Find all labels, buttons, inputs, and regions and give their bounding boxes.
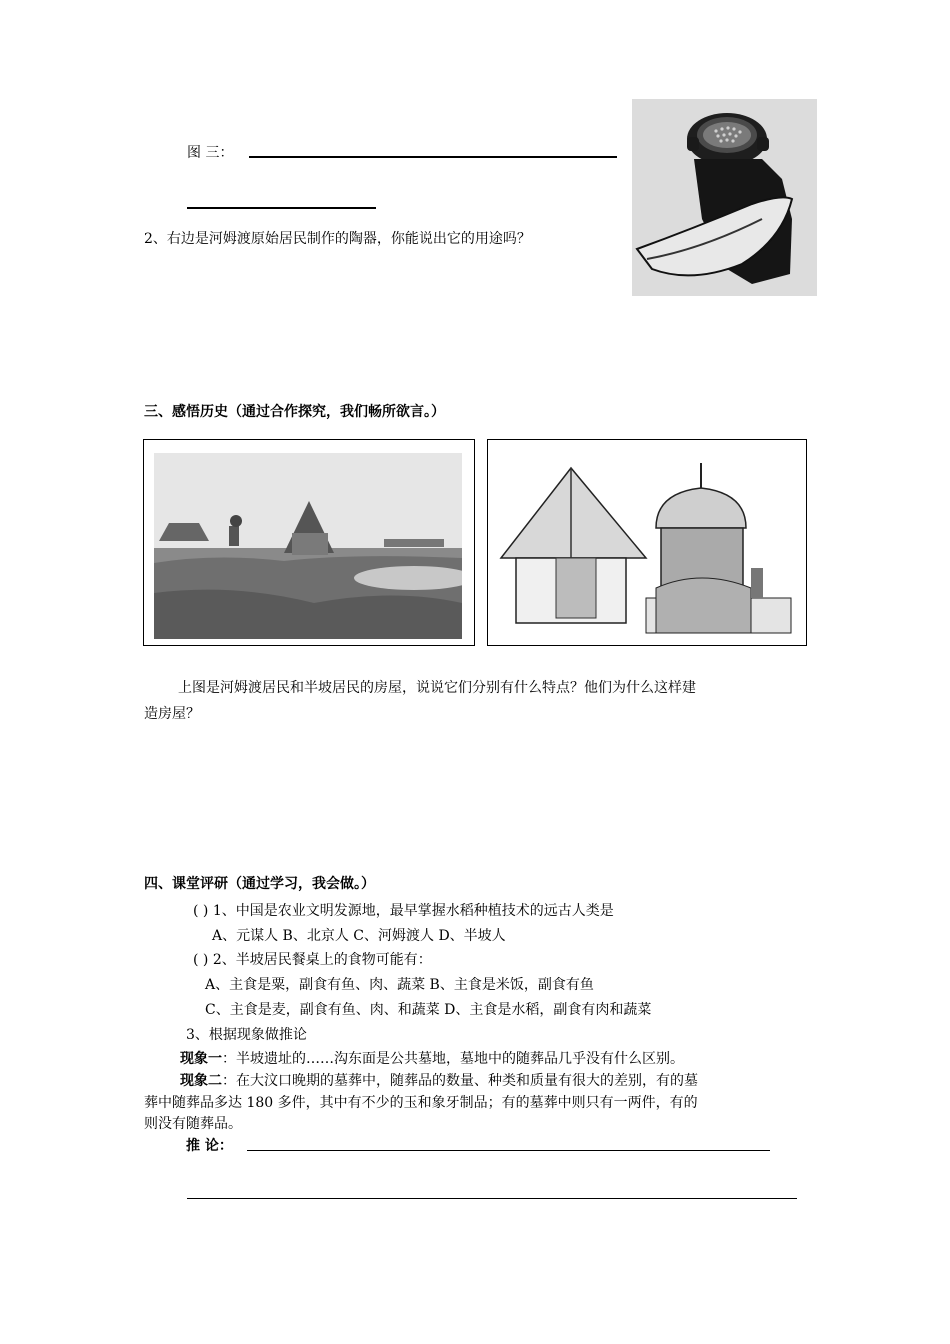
hemudu-house-frame <box>143 439 475 646</box>
phenomenon-1-label: 现象一 <box>180 1051 222 1067</box>
question-4-2: ( ) 2、半坡居民餐桌上的食物可能有： <box>193 952 432 968</box>
phenomenon-1-text: ：半坡遗址的……沟东面是公共墓地，墓地中的随葬品几乎没有什么区别。 <box>222 1051 684 1067</box>
inference-label: 推 论： <box>186 1138 233 1154</box>
phenomenon-2-line-3: 则没有随葬品。 <box>144 1116 242 1132</box>
fig3-answer-line-2 <box>187 207 376 209</box>
section-3-question-line-2: 造房屋？ <box>144 706 200 722</box>
phenomenon-2-line-2: 葬中随葬品多达 180 多件，其中有不少的玉和象牙制品；有的墓葬中则只有一两件，有的 <box>144 1095 698 1111</box>
section-4-heading: 四、课堂评研（通过学习，我会做。） <box>144 876 375 892</box>
inference-answer-line-2 <box>187 1198 797 1199</box>
pottery-image <box>632 99 817 296</box>
phenomenon-2-text: ：在大汶口晚期的墓葬中，随葬品的数量、种类和质量有很大的差别，有的墓 <box>222 1073 698 1089</box>
hemudu-house-photo <box>154 453 462 639</box>
phenomenon-2 <box>180 1072 698 1090</box>
question-4-1-options: A、元谋人 B、北京人 C、河姆渡人 D、半坡人 <box>212 928 506 944</box>
question-4-1: ( ) 1、中国是农业文明发源地，最早掌握水稻种植技术的远古人类是 <box>193 903 614 919</box>
section-3-question-line-1: 上图是河姆渡居民和半坡居民的房屋，说说它们分别有什么特点？他们为什么这样建 <box>178 680 696 696</box>
question-2: 2、右边是河姆渡原始居民制作的陶器，你能说出它的用途吗？ <box>144 231 531 247</box>
question-4-3: 3、根据现象做推论 <box>186 1027 307 1043</box>
banpo-house-frame <box>487 439 807 646</box>
fig3-label: 图 三： <box>187 145 234 161</box>
phenomenon-2-label: 现象二 <box>180 1073 222 1089</box>
banpo-house-drawing <box>496 448 798 638</box>
section-3-heading: 三、感悟历史（通过合作探究，我们畅所欲言。） <box>144 404 445 420</box>
fig3-answer-line-1 <box>249 156 617 158</box>
question-4-2-options-1: A、主食是粟，副食有鱼、肉、蔬菜 B、主食是米饭，副食有鱼 <box>205 977 594 993</box>
question-4-2-options-2: C、主食是麦，副食有鱼、肉、和蔬菜 D、主食是水稻，副食有肉和蔬菜 <box>205 1002 652 1018</box>
pottery-drawing <box>632 99 817 296</box>
phenomenon-1 <box>180 1050 684 1068</box>
inference-answer-line-1 <box>247 1150 770 1151</box>
